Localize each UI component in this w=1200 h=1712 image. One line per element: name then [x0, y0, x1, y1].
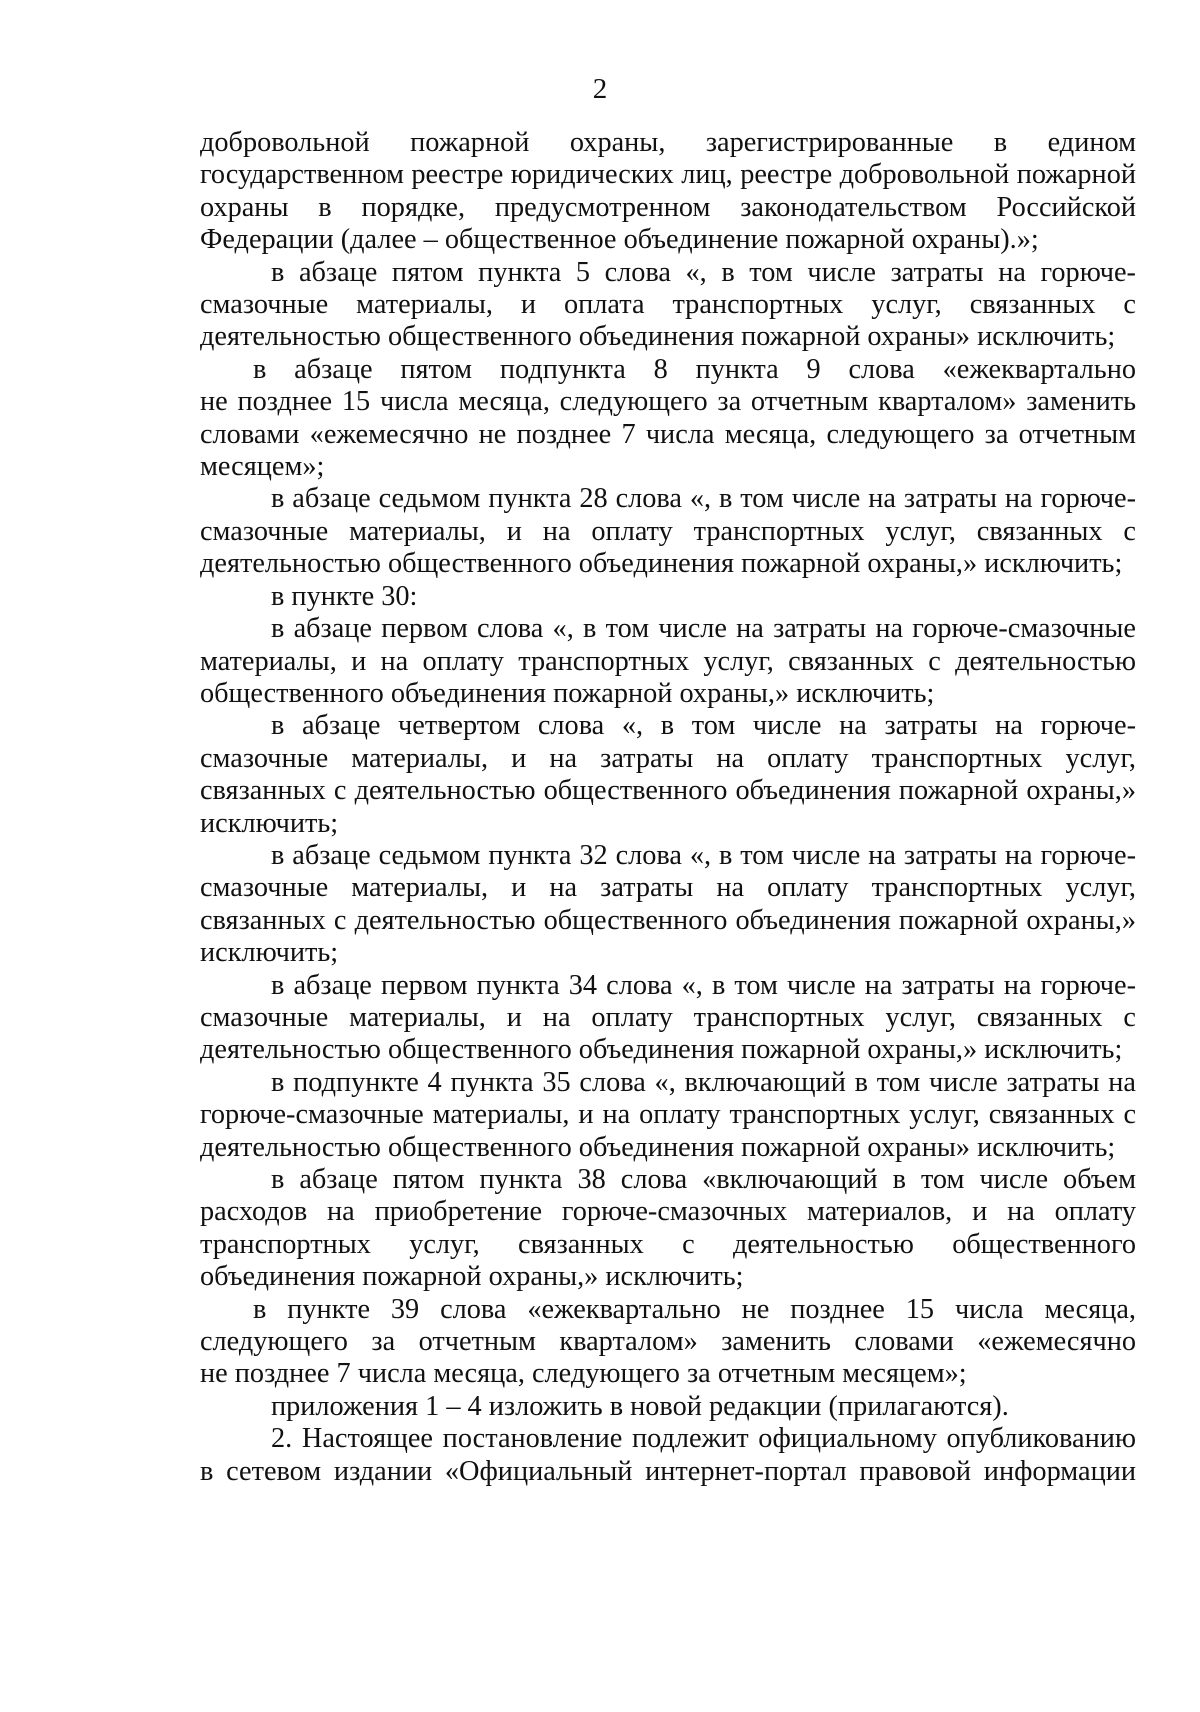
text-line: деятельностью общественного объединения пожарной охраны,» исключить;	[200, 548, 1123, 580]
text-line: горюче-смазочные материалы, и на оплату транспортных услуг, связанных с	[200, 1099, 1136, 1131]
text-line: смазочные материалы, и на оплату транспортных услуг, связанных с	[200, 1001, 1136, 1033]
text-line: в абзаце первом пункта 34 слова «, в том числе на затраты на горюче-	[271, 969, 1136, 1001]
text-line: в абзаце пятом подпункта 8 пункта 9 слова «ежеквартально	[253, 353, 1136, 385]
text-line: следующего за отчетным кварталом» заменить словами «ежемесячно	[200, 1326, 1136, 1358]
text-line: в пункте 30:	[271, 580, 418, 612]
text-line: месяцем»;	[200, 451, 325, 483]
text-line: в абзаце четвертом слова «, в том числе на затраты на горюче-	[271, 710, 1136, 742]
text-line: в абзаце седьмом пункта 28 слова «, в том числе на затраты на горюче-	[271, 483, 1136, 515]
text-line: в подпункте 4 пункта 35 слова «, включающий в том числе затраты на	[271, 1066, 1136, 1098]
text-line: в абзаце седьмом пункта 32 слова «, в том числе на затраты на горюче-	[271, 839, 1136, 871]
paragraph	[200, 483, 1136, 580]
paragraph	[200, 1423, 1136, 1488]
text-line: деятельностью общественного объединения пожарной охраны» исключить;	[200, 1131, 1116, 1163]
text-line: 2. Настоящее постановление подлежит официальному опубликованию	[271, 1423, 1136, 1455]
text-line: деятельностью общественного объединения пожарной охраны,» исключить;	[200, 1034, 1123, 1066]
document-body	[200, 127, 1136, 1488]
paragraph	[200, 1067, 1136, 1164]
text-line: в абзаце пятом пункта 38 слова «включающий в том числе объем	[271, 1164, 1136, 1195]
paragraph	[200, 581, 1136, 613]
text-line: связанных с деятельностью общественного объединения пожарной охраны,»	[200, 904, 1136, 936]
paragraph	[200, 970, 1136, 1067]
page-number: 2	[592, 73, 608, 105]
text-line: транспортных услуг, связанных с деятельностью общественного	[200, 1228, 1136, 1260]
text-line: общественного объединения пожарной охраны,» исключить;	[200, 677, 935, 709]
text-line: смазочные материалы, и оплата транспортных услуг, связанных с	[200, 289, 1136, 321]
text-line: не позднее 7 числа месяца, следующего за отчетным месяцем»;	[200, 1358, 967, 1390]
paragraph	[200, 1391, 1136, 1423]
text-line: материалы, и на оплату транспортных услуг, связанных с деятельностью	[200, 645, 1136, 677]
text-line: в пункте 39 слова «ежеквартально не позднее 15 числа месяца,	[253, 1293, 1136, 1325]
text-line: в абзаце первом слова «, в том числе на затраты на горюче-смазочные	[271, 613, 1136, 645]
text-line: приложения 1 – 4 изложить в новой редакции (прилагаются).	[271, 1390, 1009, 1422]
text-line: смазочные материалы, и на оплату транспортных услуг, связанных с	[200, 515, 1136, 547]
paragraph	[200, 354, 1136, 484]
text-line: не позднее 15 числа месяца, следующего за отчетным кварталом» заменить	[200, 386, 1136, 418]
text-line: в абзаце пятом пункта 5 слова «, в том числе затраты на горюче-	[271, 256, 1136, 288]
paragraph	[200, 257, 1136, 354]
text-line: исключить;	[200, 807, 339, 839]
paragraph	[200, 840, 1136, 970]
text-line: расходов на приобретение горюче-смазочных материалов, и на оплату	[200, 1196, 1136, 1228]
paragraph	[200, 1294, 1136, 1391]
text-line: связанных с деятельностью общественного объединения пожарной охраны,»	[200, 775, 1136, 807]
text-line: исключить;	[200, 937, 339, 969]
text-line: смазочные материалы, и на затраты на оплату транспортных услуг,	[200, 742, 1136, 774]
paragraph	[200, 613, 1136, 710]
text-line: в сетевом издании «Официальный интернет-портал правовой информации	[200, 1455, 1136, 1487]
text-line: добровольной пожарной охраны, зарегистрированные в едином	[200, 127, 1136, 158]
text-line: охраны в порядке, предусмотренном законодательством Российской	[200, 191, 1136, 223]
text-line: Федерации (далее – общественное объединение пожарной охраны).»;	[200, 224, 1039, 256]
paragraph	[200, 127, 1136, 257]
text-line: смазочные материалы, и на затраты на оплату транспортных услуг,	[200, 872, 1136, 904]
paragraph	[200, 710, 1136, 840]
text-line: объединения пожарной охраны,» исключить;	[200, 1261, 744, 1293]
text-line: словами «ежемесячно не позднее 7 числа месяца, следующего за отчетным	[200, 418, 1136, 450]
text-line: деятельностью общественного объединения пожарной охраны» исключить;	[200, 321, 1116, 353]
text-line: государственном реестре юридических лиц, реестре добровольной пожарной	[200, 159, 1136, 191]
paragraph	[200, 1164, 1136, 1294]
